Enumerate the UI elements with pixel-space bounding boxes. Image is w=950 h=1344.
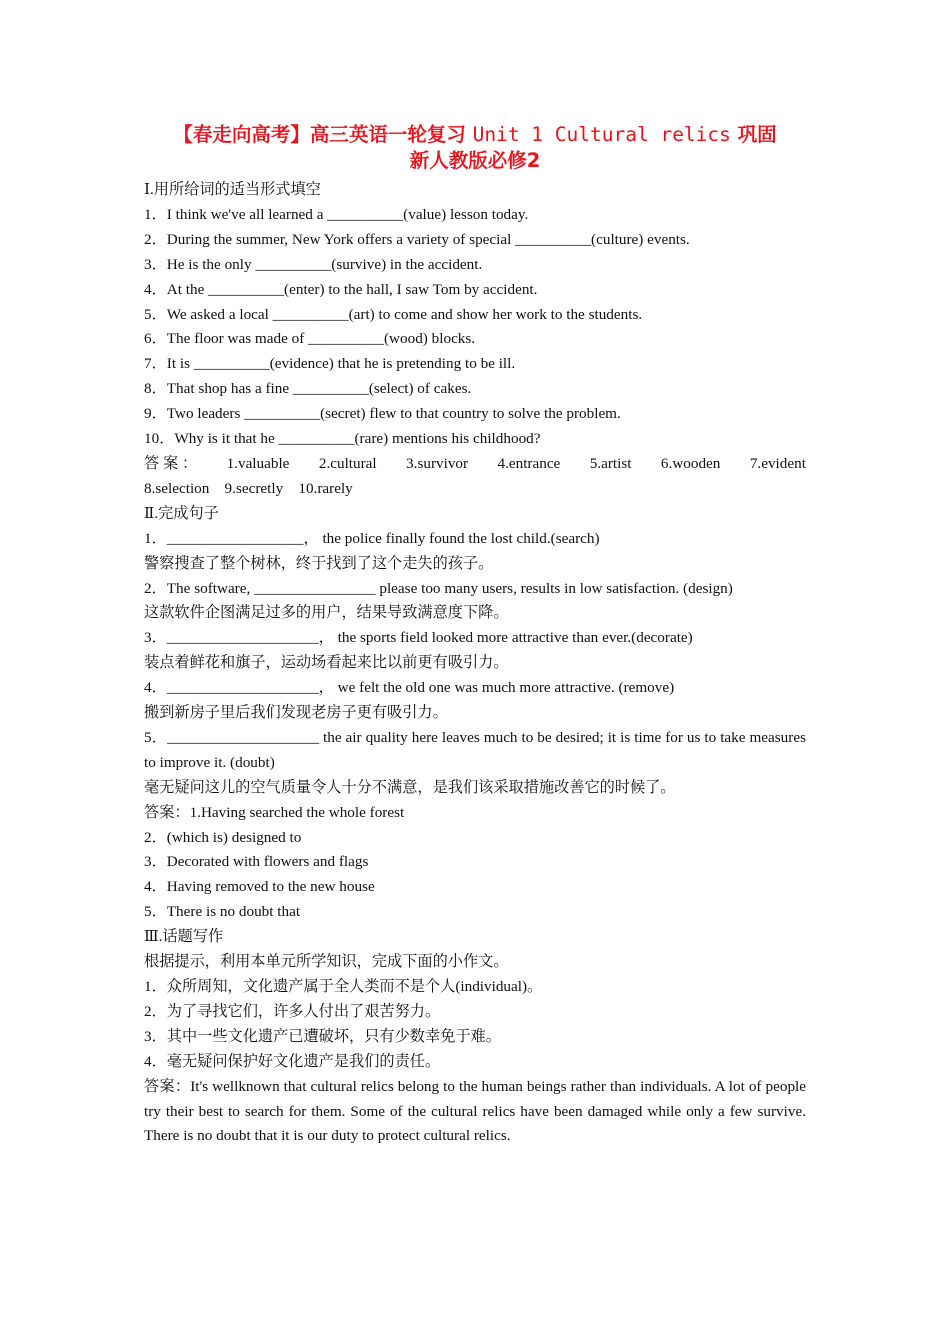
section2-item-en: 2．The software, ________________ please too many users, results in low satisfaction. (design) [144, 579, 733, 597]
section2-item-zh: 搬到新房子里后我们发现老房子更有吸引力。 [144, 704, 448, 722]
section3-item: 3．其中一些文化遗产已遭破坏，只有少数幸免于难。 [144, 1027, 501, 1045]
title-line-2: 新人教版必修2 [409, 149, 541, 172]
section3-item: 4．毫无疑问保护好文化遗产是我们的责任。 [144, 1052, 441, 1070]
section2-item-en: 1．__________________， the police finally found the lost child.(search) [144, 529, 600, 547]
section2-item-en: 5．____________________ the air quality here leaves much to be desired; it is time for us to take measures to improve it. (doubt) [144, 728, 806, 771]
section1-answer-row-2: 8.selection 9.secretly 10.rarely [144, 479, 353, 497]
section2-answer: 3．Decorated with flowers and flags [144, 853, 369, 871]
section3-heading: Ⅲ.话题写作 [144, 928, 224, 946]
section2-heading: Ⅱ.完成句子 [144, 504, 219, 522]
section1-item: 5．We asked a local __________(art) to come and show her work to the students. [144, 305, 643, 323]
section1-item: 3．He is the only __________(survive) in the accident. [144, 255, 483, 273]
section3-intro: 根据提示，利用本单元所学知识，完成下面的小作文。 [144, 953, 509, 971]
section3-item: 1．众所周知，文化遗产属于全人类而不是个人(individual)。 [144, 978, 543, 995]
section1-item: 4．At the __________(enter) to the hall, I saw Tom by accident. [144, 280, 538, 298]
section1-item: 1．I think we've all learned a __________(value) lesson today. [144, 205, 529, 223]
section2-item-zh: 警察搜查了整个树林，终于找到了这个走失的孩子。 [144, 554, 494, 572]
section2-item-en: 3．____________________， the sports field looked more attractive than ever.(decorate) [144, 629, 693, 647]
section2-item-zh: 这款软件企图满足过多的用户，结果导致满意度下降。 [144, 604, 509, 622]
title-line-1: 【春走向高考】高三英语一轮复习 Unit 1 Cultural relics 巩固 [173, 123, 777, 146]
section1-item: 9．Two leaders __________(secret) flew to that country to solve the problem. [144, 405, 621, 423]
section1-heading: Ⅰ.用所给词的适当形式填空 [144, 181, 321, 198]
section3-answer: 答案：It's wellknown that cultural relics belong to the human beings rather than individuals. A lot of people try their best to search for them. Some of the cultural relics have been damaged while only a few survive. There is no doubt that it is our duty to protect cultural relics. [144, 1077, 806, 1145]
section1-item: 10．Why is it that he __________(rare) mentions his childhood? [144, 430, 541, 448]
document-title [114, 122, 836, 174]
section2-answer: 4．Having removed to the new house [144, 878, 375, 896]
section1-item: 6．The floor was made of __________(wood) blocks. [144, 330, 476, 348]
section1-answer-row-1: 答 案 ： 1.valuable 2.cultural 3.survivor 4.entrance 5.artist 6.wooden 7.evident [144, 454, 806, 472]
section2-item-en: 4．____________________， we felt the old one was much more attractive. (remove) [144, 679, 675, 697]
section1-item: 7．It is __________(evidence) that he is pretending to be ill. [144, 355, 516, 373]
section3-item: 2．为了寻找它们，许多人付出了艰苦努力。 [144, 1002, 441, 1020]
section1-item: 8．That shop has a fine __________(select) of cakes. [144, 380, 472, 398]
document-page [144, 122, 806, 1149]
section2-answer: 2．(which is) designed to [144, 828, 302, 846]
section1-item: 2．During the summer, New York offers a variety of special __________(culture) events. [144, 230, 690, 248]
section2-answer: 5．There is no doubt that [144, 903, 301, 921]
section2-item-zh: 装点着鲜花和旗子，运动场看起来比以前更有吸引力。 [144, 654, 509, 672]
section2-answer: 答案：1.Having searched the whole forest [144, 803, 405, 821]
section2-item-zh: 毫无疑问这儿的空气质量令人十分不满意，是我们该采取措施改善它的时候了。 [144, 778, 676, 796]
